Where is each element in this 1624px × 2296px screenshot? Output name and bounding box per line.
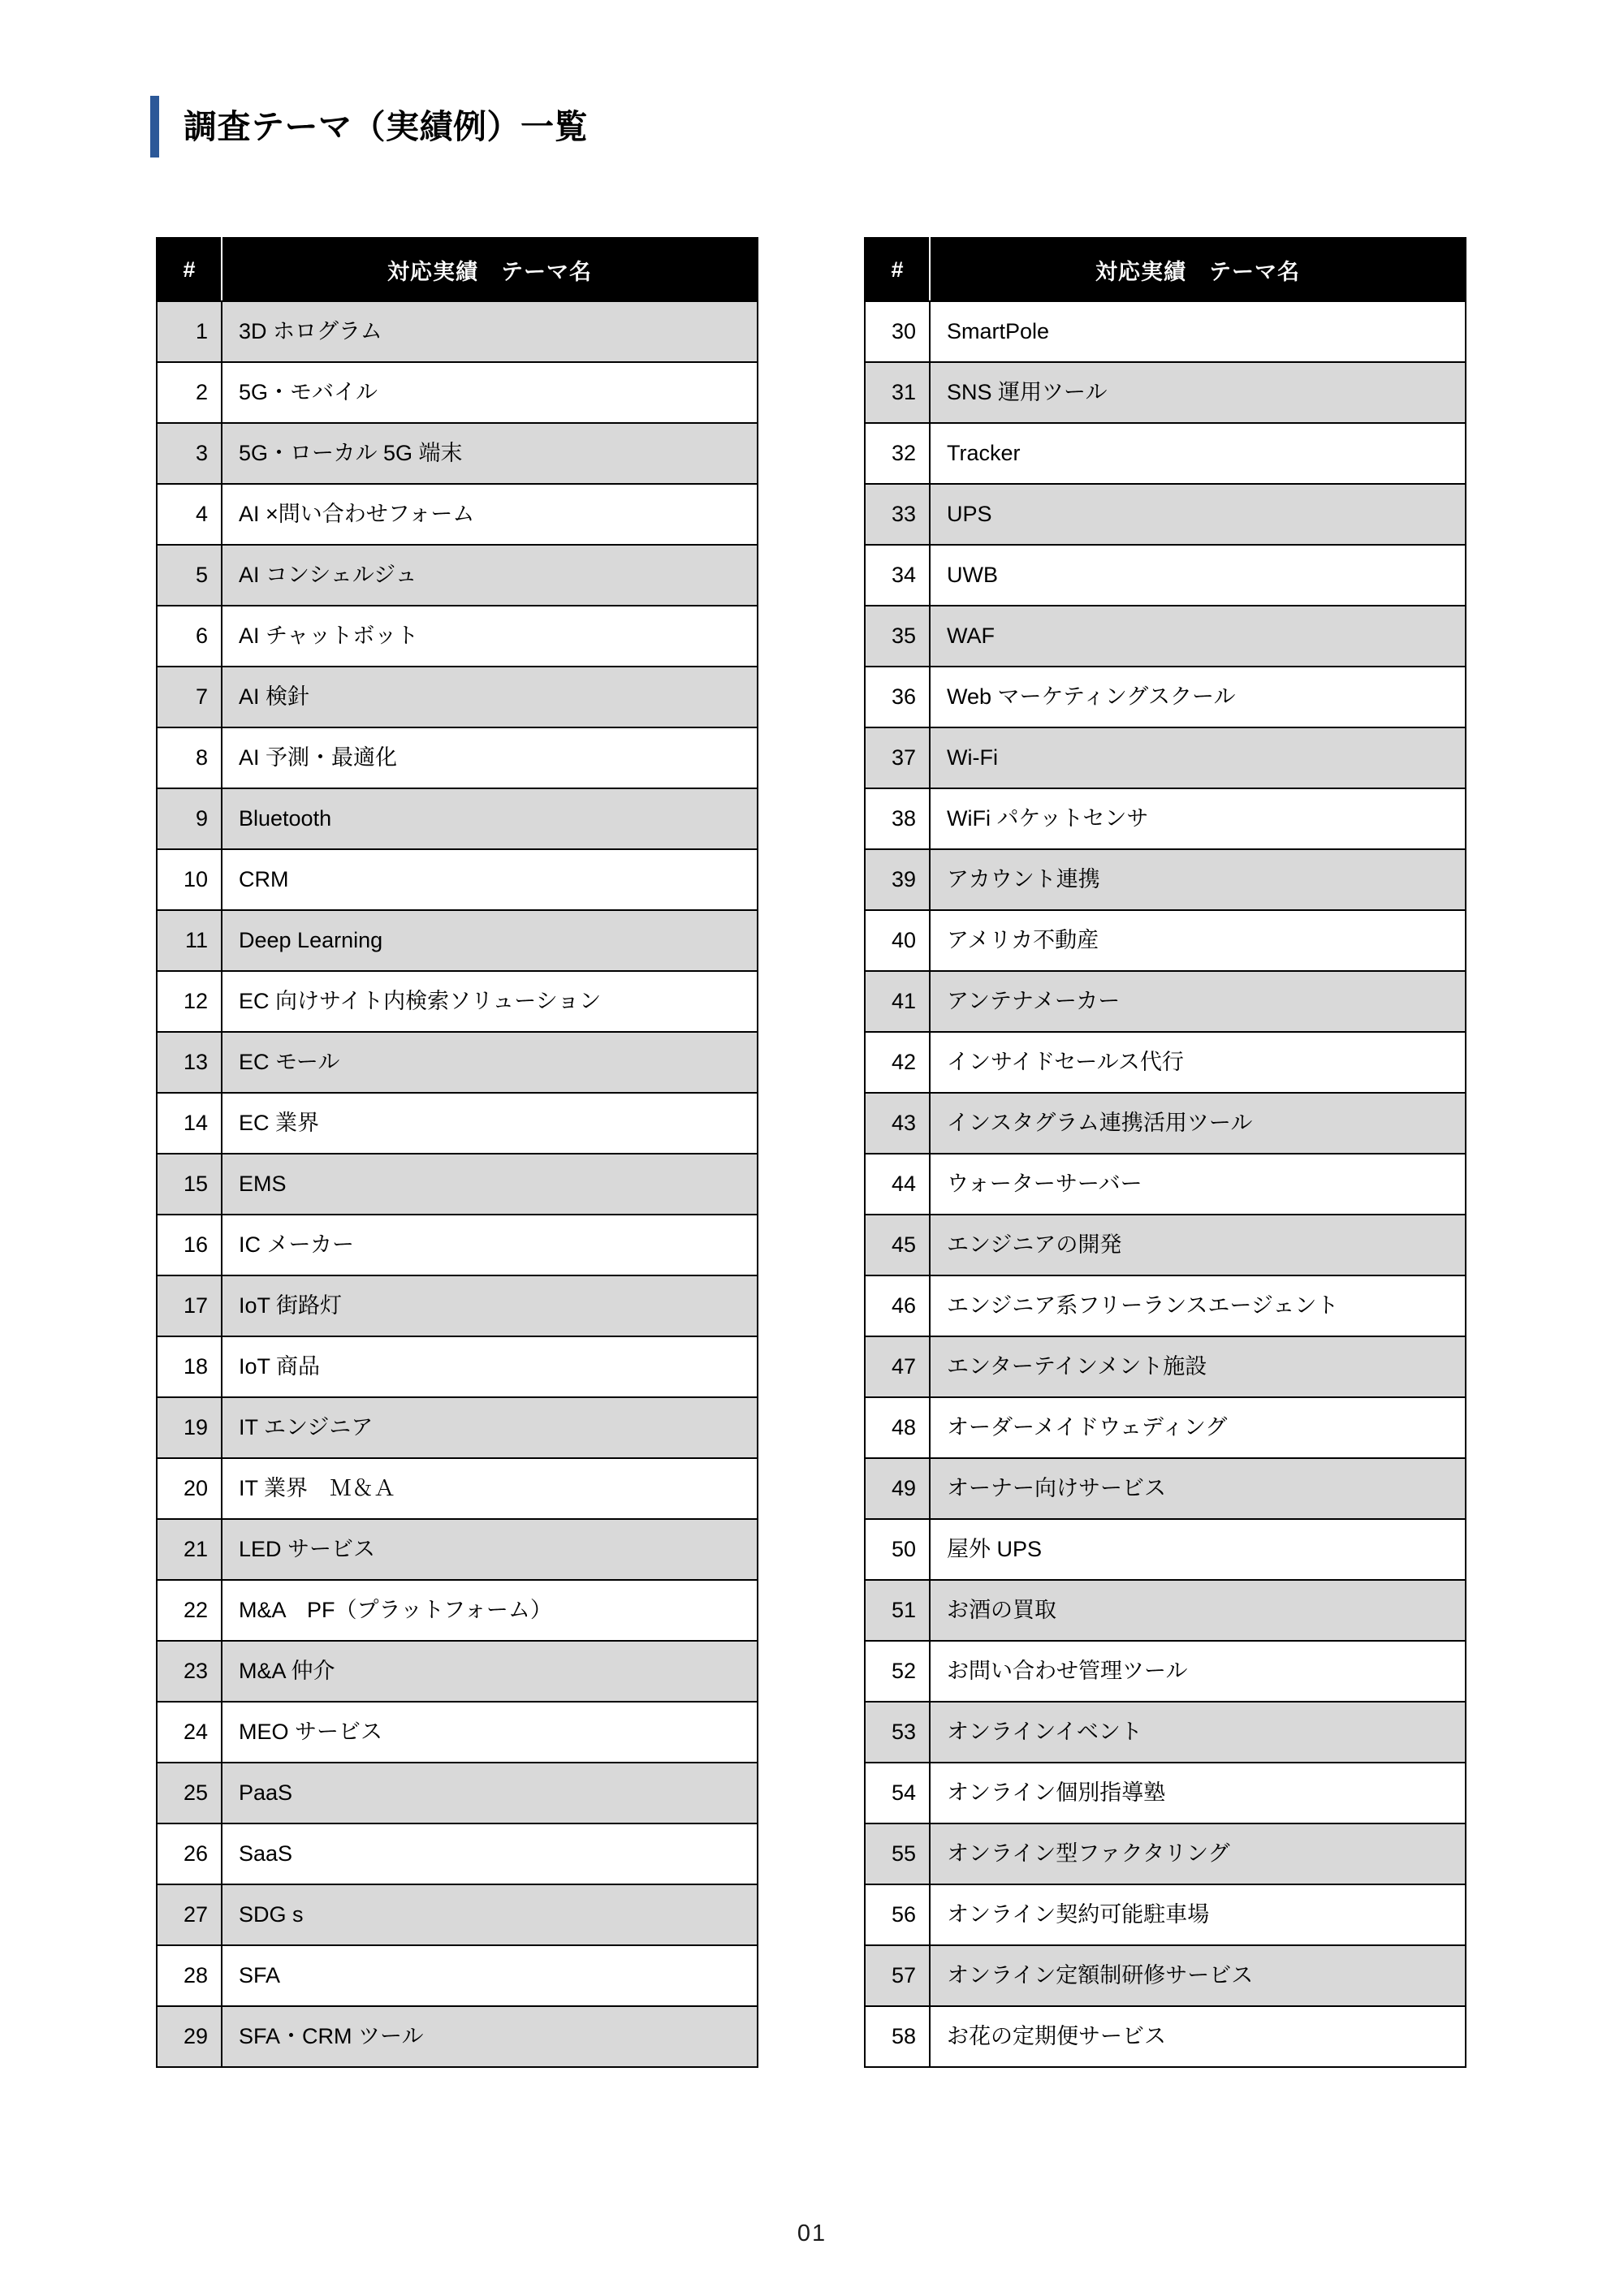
- row-number-cell: 14: [157, 1093, 222, 1154]
- theme-name-cell: IoT 商品: [222, 1336, 758, 1397]
- table-row: [157, 1154, 758, 1215]
- row-number-cell: 26: [157, 1823, 222, 1884]
- theme-name-cell: インサイドセールス代行: [930, 1032, 1466, 1093]
- table-row: [157, 484, 758, 545]
- row-number-cell: 37: [865, 727, 930, 788]
- row-number-cell: 2: [157, 362, 222, 423]
- row-number-cell: 35: [865, 606, 930, 667]
- row-number-cell: 52: [865, 1641, 930, 1702]
- table-row: [865, 484, 1466, 545]
- theme-name-cell: インスタグラム連携活用ツール: [930, 1093, 1466, 1154]
- table-row: [157, 606, 758, 667]
- theme-name-cell: WAF: [930, 606, 1466, 667]
- theme-name-cell: AI 検針: [222, 667, 758, 727]
- row-number-cell: 15: [157, 1154, 222, 1215]
- theme-name-cell: オンライン契約可能駐車場: [930, 1884, 1466, 1945]
- row-number-cell: 29: [157, 2006, 222, 2067]
- theme-table-right: [864, 237, 1466, 2068]
- table-row: [157, 362, 758, 423]
- row-number-cell: 56: [865, 1884, 930, 1945]
- theme-name-cell: Web マーケティングスクール: [930, 667, 1466, 727]
- row-number-cell: 31: [865, 362, 930, 423]
- table-row: [865, 1275, 1466, 1336]
- page-number: 01: [797, 2220, 827, 2246]
- row-number-cell: 4: [157, 484, 222, 545]
- row-number-cell: 36: [865, 667, 930, 727]
- theme-name-cell: UPS: [930, 484, 1466, 545]
- theme-name-cell: IC メーカー: [222, 1215, 758, 1275]
- row-number-cell: 49: [865, 1458, 930, 1519]
- row-number-cell: 12: [157, 971, 222, 1032]
- table-row: [157, 1945, 758, 2006]
- table-row: [157, 301, 758, 362]
- theme-name-cell: ウォーターサーバー: [930, 1154, 1466, 1215]
- theme-name-cell: お問い合わせ管理ツール: [930, 1641, 1466, 1702]
- theme-name-cell: Bluetooth: [222, 788, 758, 849]
- row-number-cell: 45: [865, 1215, 930, 1275]
- row-number-cell: 33: [865, 484, 930, 545]
- table-row: [865, 423, 1466, 484]
- theme-name-cell: エンジニアの開発: [930, 1215, 1466, 1275]
- table-row: [865, 1702, 1466, 1763]
- table-row: [865, 1397, 1466, 1458]
- theme-name-cell: SFA・CRM ツール: [222, 2006, 758, 2067]
- page-header: [150, 96, 588, 158]
- table-row: [865, 1580, 1466, 1641]
- table-row: [865, 971, 1466, 1032]
- table-row: [157, 1275, 758, 1336]
- table-row: [157, 1641, 758, 1702]
- theme-name-cell: オンライン個別指導塾: [930, 1763, 1466, 1823]
- table-row: [157, 1519, 758, 1580]
- theme-name-cell: オンラインイベント: [930, 1702, 1466, 1763]
- row-number-cell: 7: [157, 667, 222, 727]
- theme-name-cell: オンライン型ファクタリング: [930, 1823, 1466, 1884]
- table-row: [865, 1823, 1466, 1884]
- table-row: [865, 1336, 1466, 1397]
- theme-name-cell: AI チャットボット: [222, 606, 758, 667]
- table-row: [157, 971, 758, 1032]
- table-row: [157, 1702, 758, 1763]
- row-number-cell: 58: [865, 2006, 930, 2067]
- row-number-cell: 6: [157, 606, 222, 667]
- table-row: [865, 606, 1466, 667]
- theme-name-cell: EMS: [222, 1154, 758, 1215]
- row-number-cell: 24: [157, 1702, 222, 1763]
- table-header-row: [865, 238, 1466, 301]
- table-row: [865, 301, 1466, 362]
- table-row: [865, 1884, 1466, 1945]
- table-row: [157, 1884, 758, 1945]
- table-row: [865, 1641, 1466, 1702]
- row-number-cell: 11: [157, 910, 222, 971]
- table-row: [157, 788, 758, 849]
- row-number-cell: 1: [157, 301, 222, 362]
- row-number-cell: 41: [865, 971, 930, 1032]
- theme-name-cell: SNS 運用ツール: [930, 362, 1466, 423]
- table-row: [865, 1154, 1466, 1215]
- row-number-cell: 23: [157, 1641, 222, 1702]
- table-row: [157, 1397, 758, 1458]
- row-number-cell: 18: [157, 1336, 222, 1397]
- table-row: [157, 1763, 758, 1823]
- row-number-cell: 17: [157, 1275, 222, 1336]
- theme-name-cell: IT エンジニア: [222, 1397, 758, 1458]
- theme-name-cell: UWB: [930, 545, 1466, 606]
- row-number-cell: 25: [157, 1763, 222, 1823]
- table-row: [157, 1032, 758, 1093]
- theme-name-cell: SFA: [222, 1945, 758, 2006]
- theme-name-cell: IT 業界 Ｍ＆Ａ: [222, 1458, 758, 1519]
- theme-table-left-column: [156, 237, 757, 2068]
- theme-table-right-column: [864, 237, 1465, 2068]
- theme-name-cell: オーナー向けサービス: [930, 1458, 1466, 1519]
- table-row: [157, 423, 758, 484]
- theme-name-cell: SDG s: [222, 1884, 758, 1945]
- theme-name-cell: CRM: [222, 849, 758, 910]
- table-row: [865, 1763, 1466, 1823]
- table-row: [865, 1519, 1466, 1580]
- row-number-cell: 43: [865, 1093, 930, 1154]
- theme-name-cell: MEO サービス: [222, 1702, 758, 1763]
- table-row: [865, 1945, 1466, 2006]
- row-number-cell: 50: [865, 1519, 930, 1580]
- row-number-cell: 28: [157, 1945, 222, 2006]
- title-accent-bar: [150, 96, 159, 158]
- row-number-cell: 57: [865, 1945, 930, 2006]
- row-number-cell: 44: [865, 1154, 930, 1215]
- row-number-cell: 9: [157, 788, 222, 849]
- table-row: [157, 1093, 758, 1154]
- theme-name-cell: Deep Learning: [222, 910, 758, 971]
- table-row: [157, 727, 758, 788]
- column-header-number: #: [157, 238, 222, 301]
- row-number-cell: 48: [865, 1397, 930, 1458]
- theme-name-cell: EC モール: [222, 1032, 758, 1093]
- row-number-cell: 16: [157, 1215, 222, 1275]
- theme-name-cell: エンジニア系フリーランスエージェント: [930, 1275, 1466, 1336]
- row-number-cell: 42: [865, 1032, 930, 1093]
- theme-name-cell: LED サービス: [222, 1519, 758, 1580]
- column-header-theme: 対応実績 テーマ名: [930, 238, 1466, 301]
- table-row: [865, 910, 1466, 971]
- row-number-cell: 27: [157, 1884, 222, 1945]
- theme-name-cell: AI コンシェルジュ: [222, 545, 758, 606]
- theme-name-cell: WiFi パケットセンサ: [930, 788, 1466, 849]
- row-number-cell: 20: [157, 1458, 222, 1519]
- theme-name-cell: SmartPole: [930, 301, 1466, 362]
- theme-table-left: [156, 237, 758, 2068]
- table-row: [865, 1093, 1466, 1154]
- theme-name-cell: M&A PF（プラットフォーム）: [222, 1580, 758, 1641]
- theme-name-cell: M&A 仲介: [222, 1641, 758, 1702]
- row-number-cell: 38: [865, 788, 930, 849]
- theme-name-cell: 5G・モバイル: [222, 362, 758, 423]
- row-number-cell: 34: [865, 545, 930, 606]
- theme-name-cell: AI 予測・最適化: [222, 727, 758, 788]
- table-row: [865, 667, 1466, 727]
- theme-name-cell: IoT 街路灯: [222, 1275, 758, 1336]
- table-row: [865, 727, 1466, 788]
- row-number-cell: 21: [157, 1519, 222, 1580]
- theme-name-cell: EC 向けサイト内検索ソリューション: [222, 971, 758, 1032]
- theme-name-cell: EC 業界: [222, 1093, 758, 1154]
- table-row: [865, 1032, 1466, 1093]
- table-row: [865, 788, 1466, 849]
- row-number-cell: 10: [157, 849, 222, 910]
- table-row: [157, 1580, 758, 1641]
- theme-name-cell: お酒の買取: [930, 1580, 1466, 1641]
- column-header-number: #: [865, 238, 930, 301]
- row-number-cell: 32: [865, 423, 930, 484]
- theme-name-cell: オンライン定額制研修サービス: [930, 1945, 1466, 2006]
- row-number-cell: 40: [865, 910, 930, 971]
- row-number-cell: 39: [865, 849, 930, 910]
- row-number-cell: 3: [157, 423, 222, 484]
- table-row: [157, 910, 758, 971]
- theme-name-cell: エンターテインメント施設: [930, 1336, 1466, 1397]
- table-row: [865, 545, 1466, 606]
- row-number-cell: 51: [865, 1580, 930, 1641]
- page-title: 調査テーマ（実績例）一覧: [184, 107, 588, 145]
- theme-name-cell: 5G・ローカル 5G 端末: [222, 423, 758, 484]
- theme-name-cell: アメリカ不動産: [930, 910, 1466, 971]
- row-number-cell: 8: [157, 727, 222, 788]
- table-row: [865, 849, 1466, 910]
- theme-name-cell: PaaS: [222, 1763, 758, 1823]
- table-header-row: [157, 238, 758, 301]
- theme-name-cell: アカウント連携: [930, 849, 1466, 910]
- theme-name-cell: 屋外 UPS: [930, 1519, 1466, 1580]
- row-number-cell: 22: [157, 1580, 222, 1641]
- table-row: [157, 1823, 758, 1884]
- theme-name-cell: Wi-Fi: [930, 727, 1466, 788]
- row-number-cell: 47: [865, 1336, 930, 1397]
- table-row: [865, 362, 1466, 423]
- theme-name-cell: AI ×問い合わせフォーム: [222, 484, 758, 545]
- row-number-cell: 13: [157, 1032, 222, 1093]
- theme-name-cell: お花の定期便サービス: [930, 2006, 1466, 2067]
- row-number-cell: 30: [865, 301, 930, 362]
- table-row: [157, 1215, 758, 1275]
- row-number-cell: 53: [865, 1702, 930, 1763]
- table-row: [157, 667, 758, 727]
- table-row: [865, 2006, 1466, 2067]
- row-number-cell: 19: [157, 1397, 222, 1458]
- theme-name-cell: SaaS: [222, 1823, 758, 1884]
- table-row: [157, 545, 758, 606]
- column-header-theme: 対応実績 テーマ名: [222, 238, 758, 301]
- table-row: [865, 1458, 1466, 1519]
- theme-name-cell: アンテナメーカー: [930, 971, 1466, 1032]
- row-number-cell: 5: [157, 545, 222, 606]
- row-number-cell: 54: [865, 1763, 930, 1823]
- table-row: [157, 849, 758, 910]
- table-row: [865, 1215, 1466, 1275]
- theme-name-cell: オーダーメイドウェディング: [930, 1397, 1466, 1458]
- theme-tables-container: [0, 237, 1624, 2068]
- theme-name-cell: Tracker: [930, 423, 1466, 484]
- table-row: [157, 1336, 758, 1397]
- row-number-cell: 46: [865, 1275, 930, 1336]
- page-footer: [0, 2220, 1624, 2247]
- theme-name-cell: 3D ホログラム: [222, 301, 758, 362]
- row-number-cell: 55: [865, 1823, 930, 1884]
- table-row: [157, 2006, 758, 2067]
- table-row: [157, 1458, 758, 1519]
